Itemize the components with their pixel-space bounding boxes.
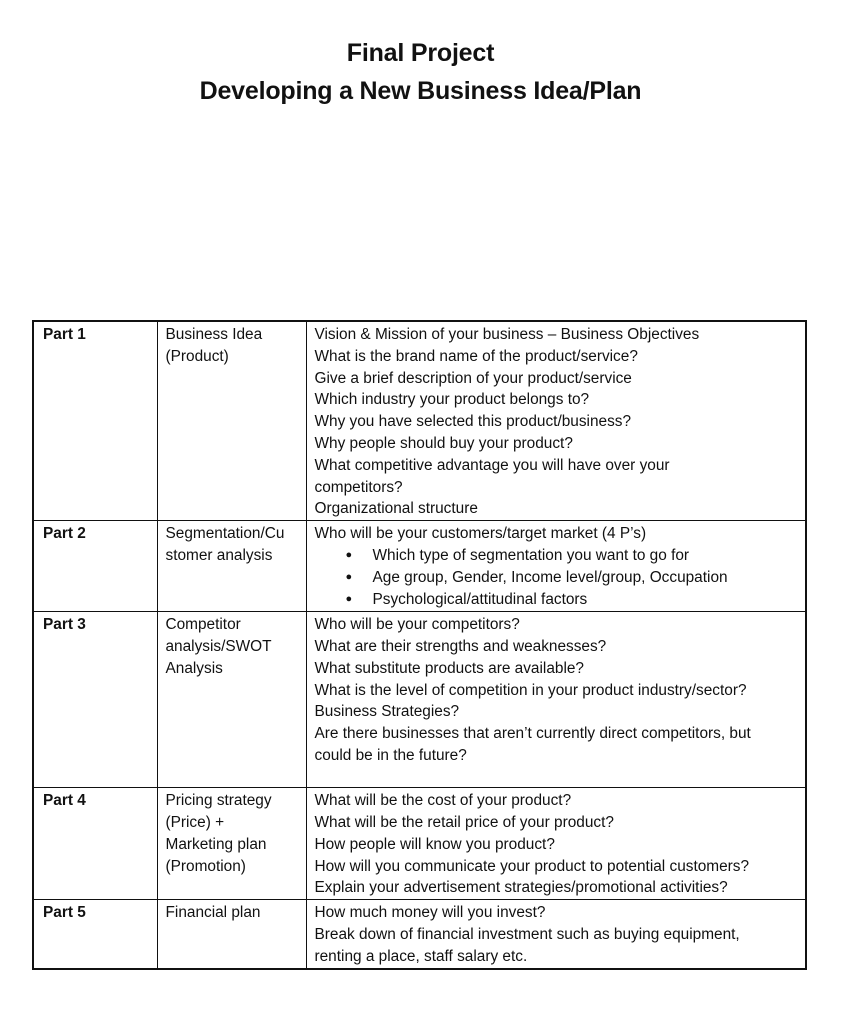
part-label: Part 2 bbox=[33, 521, 157, 612]
detail-line: Who will be your competitors? bbox=[314, 616, 520, 634]
detail-line: What competitive advantage you will have over your bbox=[314, 456, 670, 474]
part-label: Part 5 bbox=[33, 900, 157, 969]
detail-line: Break down of financial investment such as buying equipment, bbox=[314, 925, 740, 943]
detail-line: Which industry your product belongs to? bbox=[314, 391, 590, 409]
part-label: Part 3 bbox=[33, 612, 157, 788]
topic-line: Pricing strategy bbox=[165, 792, 272, 810]
topic-line: Business Idea bbox=[165, 326, 263, 343]
detail-line: What substitute products are available? bbox=[314, 659, 584, 677]
part-label: Part 4 bbox=[33, 788, 157, 900]
part-topic bbox=[157, 521, 306, 612]
detail-line: Are there businesses that aren’t currently direct competitors, but bbox=[314, 725, 751, 743]
topic-line: (Promotion) bbox=[165, 857, 246, 875]
topic-line: (Product) bbox=[165, 347, 229, 365]
document-subtitle: Developing a New Business Idea/Plan bbox=[199, 77, 642, 105]
detail-line: competitors? bbox=[314, 478, 403, 496]
topic-line: stomer analysis bbox=[165, 546, 273, 564]
topic-line: (Price) + bbox=[165, 813, 225, 831]
part-topic bbox=[157, 788, 306, 900]
detail-line: Vision & Mission of your business – Business Objectives bbox=[314, 326, 700, 343]
detail-line: What will be the cost of your product? bbox=[314, 792, 572, 810]
part-topic bbox=[157, 321, 306, 521]
bullet-list bbox=[315, 545, 798, 610]
topic-line: analysis/SWOT bbox=[165, 637, 272, 655]
part-topic bbox=[157, 900, 306, 969]
table-row-part-2 bbox=[33, 521, 806, 612]
bullet-item: ● Psychological/attitudinal factors bbox=[373, 589, 798, 611]
part-details bbox=[306, 900, 806, 969]
topic-line: Analysis bbox=[165, 659, 223, 677]
detail-line: How much money will you invest? bbox=[314, 904, 546, 922]
detail-line: Give a brief description of your product/service bbox=[314, 369, 632, 387]
topic-line: Marketing plan bbox=[165, 835, 267, 853]
detail-line: renting a place, staff salary etc. bbox=[314, 947, 528, 965]
part-details bbox=[306, 788, 806, 900]
detail-line: What is the brand name of the product/service? bbox=[314, 347, 638, 365]
project-parts-table bbox=[32, 320, 807, 970]
detail-line: Explain your advertisement strategies/promotional activities? bbox=[314, 879, 728, 897]
part-details bbox=[306, 612, 806, 788]
detail-line: How will you communicate your product to potential customers? bbox=[314, 857, 750, 875]
detail-line: What are their strengths and weaknesses? bbox=[314, 637, 607, 655]
detail-line: How people will know you product? bbox=[314, 835, 555, 853]
part-details bbox=[306, 321, 806, 521]
detail-line: could be in the future? bbox=[314, 746, 467, 764]
table-row-part-3 bbox=[33, 612, 806, 788]
detail-line: What is the level of competition in your product industry/sector? bbox=[314, 681, 747, 699]
document-title: Final Project bbox=[346, 39, 495, 67]
detail-line: Why you have selected this product/business? bbox=[314, 413, 632, 431]
part-label: Part 1 bbox=[33, 321, 157, 521]
topic-line: Segmentation/Cu bbox=[165, 525, 285, 543]
detail-line: Who will be your customers/target market (4 P’s) bbox=[314, 525, 647, 543]
detail-line: Organizational structure bbox=[314, 500, 478, 518]
detail-line: What will be the retail price of your product? bbox=[314, 813, 614, 831]
detail-line: Why people should buy your product? bbox=[314, 434, 573, 452]
table-row-part-4 bbox=[33, 788, 806, 900]
part-details bbox=[306, 521, 806, 612]
table-row-part-5 bbox=[33, 900, 806, 969]
bullet-item: ● Which type of segmentation you want to go for bbox=[373, 545, 798, 567]
document-header bbox=[0, 34, 841, 110]
table-row-part-1 bbox=[33, 321, 806, 521]
topic-line: Financial plan bbox=[165, 904, 261, 922]
detail-line: Business Strategies? bbox=[314, 703, 460, 721]
part-topic bbox=[157, 612, 306, 788]
bullet-item: ● Age group, Gender, Income level/group, Occupation bbox=[373, 567, 798, 589]
topic-line: Competitor bbox=[165, 616, 241, 634]
